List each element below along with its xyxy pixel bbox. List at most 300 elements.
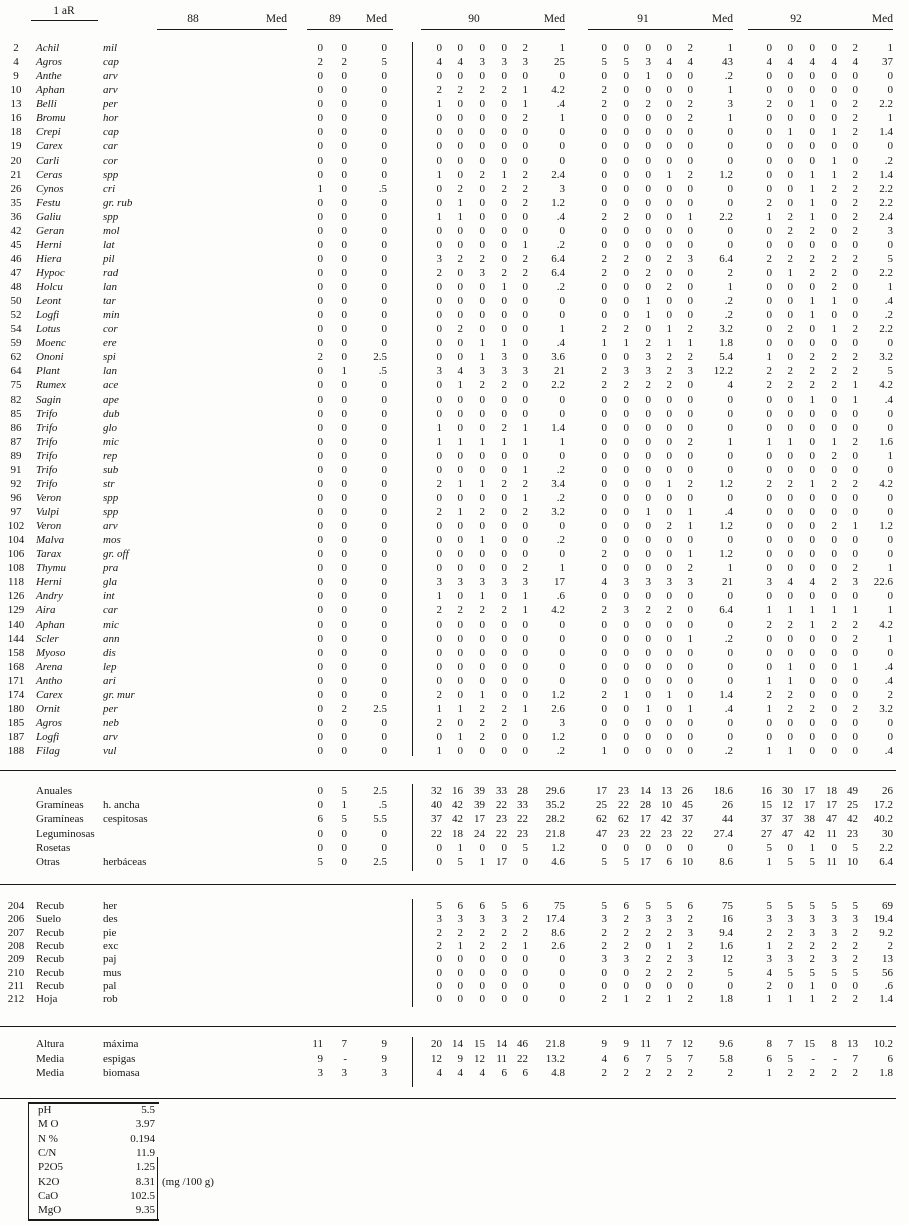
value-cell: 0 <box>479 112 485 125</box>
value-cell: 0 <box>341 337 347 350</box>
value-cell: 0 <box>601 716 607 729</box>
value-cell: 2 <box>831 993 837 1006</box>
value-cell: 0 <box>479 70 485 83</box>
med-value: 1 <box>559 435 565 448</box>
value-cell: 0 <box>501 449 507 462</box>
value-cell: 0 <box>666 196 672 209</box>
value-cell: 0 <box>436 126 442 139</box>
soil-value: 8.31 <box>135 1175 155 1188</box>
species-epithet: ace <box>103 379 119 392</box>
med-value: 5 <box>727 966 733 979</box>
value-cell: 25 <box>847 799 858 812</box>
value-cell: 3 <box>852 913 858 926</box>
value-cell: 0 <box>623 716 629 729</box>
med-value: 0 <box>559 126 565 139</box>
value-cell: 0 <box>787 506 793 518</box>
value-cell: 0 <box>645 618 651 631</box>
med-value: 1.4 <box>879 168 893 181</box>
species-genus: Hiera <box>36 252 62 265</box>
value-cell: 0 <box>687 295 693 308</box>
value-cell: 23 <box>496 813 507 826</box>
med-value: 0 <box>381 421 387 434</box>
value-cell: 0 <box>436 979 442 992</box>
value-cell: 0 <box>479 196 485 209</box>
med-value: 13.2 <box>545 1052 565 1065</box>
value-cell: 3 <box>623 365 629 378</box>
value-cell: 2 <box>645 604 651 617</box>
value-cell: 0 <box>341 393 347 406</box>
value-cell: 2 <box>501 421 507 434</box>
value-cell: 4 <box>852 56 858 69</box>
med-value: 4.2 <box>879 618 893 631</box>
med-value: 0 <box>727 224 733 237</box>
value-cell: 5 <box>666 1052 672 1065</box>
value-cell: 3 <box>766 953 772 966</box>
value-cell: 2 <box>809 702 815 715</box>
value-cell: 0 <box>341 435 347 448</box>
value-cell: 0 <box>317 491 323 504</box>
value-cell: 0 <box>852 590 858 603</box>
species-genus: Trifo <box>36 435 58 448</box>
value-cell: 0 <box>666 506 672 518</box>
value-cell: 0 <box>623 140 629 153</box>
value-cell: 1 <box>766 745 772 757</box>
value-cell: 2 <box>436 84 442 97</box>
value-cell: 0 <box>457 590 463 603</box>
value-cell: 1 <box>457 939 463 952</box>
value-cell: 0 <box>831 979 837 992</box>
species-genus: Achil <box>36 42 60 54</box>
value-cell: 0 <box>457 337 463 350</box>
value-cell: 0 <box>457 993 463 1006</box>
value-cell: 0 <box>623 449 629 462</box>
species-epithet: arv <box>103 520 118 532</box>
value-cell: 1 <box>766 856 772 868</box>
med-value: 0 <box>381 562 387 575</box>
value-cell: 2 <box>687 966 693 979</box>
value-cell: 0 <box>666 562 672 575</box>
med-value: 4.6 <box>551 856 565 868</box>
value-cell: 2 <box>522 252 528 265</box>
value-cell: 0 <box>457 309 463 322</box>
species-genus: Aphan <box>36 618 65 631</box>
value-cell: 12 <box>474 1052 485 1065</box>
species-number: 82 <box>10 393 22 406</box>
value-cell: 0 <box>831 421 837 434</box>
med-value: 37 <box>882 56 893 69</box>
species-genus: Scler <box>36 632 59 645</box>
value-cell: 28 <box>517 785 528 797</box>
med-value: 2.5 <box>373 785 387 797</box>
value-cell: 2 <box>457 182 463 195</box>
value-cell: 1 <box>666 477 672 490</box>
value-cell: 2 <box>831 449 837 462</box>
value-cell: 0 <box>479 323 485 336</box>
value-cell: 0 <box>623 562 629 575</box>
value-cell: 0 <box>601 590 607 603</box>
value-cell: 0 <box>501 745 507 757</box>
value-cell: 3 <box>479 913 485 926</box>
value-cell: 0 <box>522 688 528 701</box>
value-cell: 0 <box>341 421 347 434</box>
value-cell: 2 <box>852 939 858 952</box>
value-cell: 0 <box>645 688 651 701</box>
value-cell: 2 <box>687 913 693 926</box>
value-cell: 3 <box>436 252 442 265</box>
value-cell: 0 <box>687 646 693 659</box>
cover-number: 212 <box>7 993 25 1006</box>
value-cell: 2 <box>501 716 507 729</box>
value-cell: 0 <box>341 576 347 589</box>
value-cell: 3 <box>766 576 772 589</box>
med-value: 0 <box>381 267 387 279</box>
year-label: 88 <box>187 13 199 25</box>
value-cell: 3 <box>809 913 815 926</box>
med-value: 0 <box>381 716 387 729</box>
med-value: 0 <box>381 827 387 840</box>
med-value: 3.2 <box>879 351 893 364</box>
value-cell: 1 <box>457 435 463 448</box>
value-cell: 0 <box>687 224 693 237</box>
value-cell: 1 <box>787 126 793 139</box>
value-cell: 0 <box>809 323 815 336</box>
med-value: 1 <box>727 435 733 448</box>
value-cell: 2 <box>601 688 607 701</box>
year-underline <box>421 29 565 30</box>
soil-label: N % <box>38 1132 58 1145</box>
value-cell: 42 <box>661 813 672 826</box>
value-cell: 3 <box>501 576 507 589</box>
value-cell: 1 <box>766 351 772 364</box>
med-value: 35.2 <box>545 799 565 812</box>
value-cell: 0 <box>809 126 815 139</box>
value-cell: 0 <box>787 70 793 83</box>
value-cell: 2 <box>666 926 672 939</box>
value-cell: 0 <box>809 140 815 153</box>
value-cell: 0 <box>645 196 651 209</box>
value-cell: 0 <box>766 407 772 420</box>
value-cell: 4 <box>831 56 837 69</box>
med-value: 0 <box>381 590 387 603</box>
med-value: .6 <box>556 590 565 603</box>
species-epithet: dis <box>103 646 116 659</box>
med-value: 0 <box>887 140 893 153</box>
value-cell: 37 <box>761 813 772 826</box>
value-cell: 2 <box>852 435 858 448</box>
species-number: 2 <box>13 42 19 54</box>
value-cell: 1 <box>852 379 858 392</box>
med-value: 0 <box>381 126 387 139</box>
value-cell: 0 <box>479 562 485 575</box>
value-cell: 0 <box>436 660 442 673</box>
value-cell: 0 <box>317 646 323 659</box>
value-cell: 1 <box>522 939 528 952</box>
value-cell: 2 <box>479 379 485 392</box>
value-cell: 0 <box>479 98 485 111</box>
value-cell: 1 <box>831 126 837 139</box>
height-label: Altura <box>36 1038 65 1050</box>
med-value: 9.2 <box>879 926 893 939</box>
value-cell: 0 <box>831 98 837 111</box>
soil-value: 5.5 <box>141 1104 155 1116</box>
species-epithet: int <box>103 590 115 603</box>
value-cell: 1 <box>479 435 485 448</box>
value-cell: 2 <box>787 939 793 952</box>
med-value: 5.5 <box>373 813 387 826</box>
value-cell: 0 <box>623 309 629 322</box>
value-cell: 0 <box>623 196 629 209</box>
value-cell: 2 <box>809 252 815 265</box>
value-cell: 2 <box>766 379 772 392</box>
value-cell: 0 <box>479 660 485 673</box>
value-cell: 3 <box>479 365 485 378</box>
value-cell: 2 <box>522 182 528 195</box>
year-group-divider <box>412 899 413 1007</box>
value-cell: 0 <box>522 126 528 139</box>
section-divider <box>0 770 896 771</box>
value-cell: 0 <box>766 463 772 476</box>
value-cell: 0 <box>436 449 442 462</box>
med-value: 2.2 <box>879 267 893 279</box>
value-cell: 0 <box>341 323 347 336</box>
value-cell: 17 <box>640 856 651 868</box>
value-cell: 0 <box>687 281 693 293</box>
value-cell: 0 <box>787 632 793 645</box>
value-cell: 2 <box>457 252 463 265</box>
med-value: .5 <box>378 365 387 378</box>
value-cell: 0 <box>317 365 323 378</box>
value-cell: 0 <box>457 491 463 504</box>
value-cell: 0 <box>341 841 347 854</box>
value-cell: 0 <box>623 491 629 504</box>
value-cell: 1 <box>766 674 772 687</box>
value-cell: 0 <box>666 548 672 561</box>
med-value: 1 <box>727 42 733 54</box>
value-cell: 2 <box>852 365 858 378</box>
med-value: 3 <box>559 182 565 195</box>
value-cell: 0 <box>645 939 651 952</box>
value-cell: 0 <box>522 674 528 687</box>
value-cell: 0 <box>501 491 507 504</box>
value-cell: 2 <box>601 267 607 279</box>
value-cell: 0 <box>787 646 793 659</box>
value-cell: 1 <box>766 939 772 952</box>
value-cell: 1 <box>479 337 485 350</box>
value-cell: 0 <box>522 520 528 532</box>
value-cell: 1 <box>457 506 463 518</box>
value-cell: 0 <box>601 520 607 532</box>
species-genus: Carex <box>36 140 63 153</box>
value-cell: 2 <box>831 379 837 392</box>
value-cell: 2 <box>623 939 629 952</box>
value-cell: 0 <box>645 421 651 434</box>
med-value: 0 <box>381 210 387 223</box>
value-cell: 2 <box>522 112 528 125</box>
med-value: .4 <box>884 674 893 687</box>
value-cell: 1 <box>645 70 651 83</box>
value-cell: 5 <box>601 856 607 868</box>
species-epithet: cor <box>103 323 118 336</box>
med-value: 0 <box>559 70 565 83</box>
value-cell: 0 <box>831 660 837 673</box>
med-value: 0 <box>559 632 565 645</box>
value-cell: 0 <box>809 112 815 125</box>
value-cell: 27 <box>761 827 772 840</box>
med-value: 1.4 <box>879 993 893 1006</box>
value-cell: 0 <box>787 534 793 547</box>
value-cell: 3 <box>645 576 651 589</box>
species-epithet: rad <box>103 267 119 279</box>
value-cell: 2 <box>831 365 837 378</box>
value-cell: 0 <box>601 295 607 308</box>
value-cell: 0 <box>787 351 793 364</box>
value-cell: 0 <box>341 224 347 237</box>
species-genus: Cynos <box>36 182 64 195</box>
species-genus: Herni <box>36 576 62 589</box>
value-cell: 2 <box>787 252 793 265</box>
value-cell: 0 <box>687 379 693 392</box>
value-cell: 0 <box>436 534 442 547</box>
species-genus: Ornit <box>36 702 60 715</box>
value-cell: 0 <box>831 590 837 603</box>
med-value: 0 <box>727 421 733 434</box>
value-cell: 0 <box>787 295 793 308</box>
value-cell: 10 <box>682 856 693 868</box>
value-cell: 0 <box>317 224 323 237</box>
med-value: 4.2 <box>879 379 893 392</box>
value-cell: 0 <box>601 646 607 659</box>
species-genus: Myoso <box>36 646 66 659</box>
species-genus: Rumex <box>36 379 66 392</box>
value-cell: 0 <box>787 491 793 504</box>
value-cell: 0 <box>831 674 837 687</box>
value-cell: 1 <box>341 365 347 378</box>
med-value: 2.5 <box>373 856 387 868</box>
value-cell: 1 <box>479 688 485 701</box>
med-value: 3.2 <box>551 506 565 518</box>
med-value: 0 <box>727 449 733 462</box>
value-cell: 0 <box>341 688 347 701</box>
value-cell: 2 <box>645 966 651 979</box>
value-cell: 0 <box>501 407 507 420</box>
value-cell: 0 <box>645 449 651 462</box>
section-divider <box>0 884 896 885</box>
value-cell: 0 <box>687 590 693 603</box>
med-value: 1.4 <box>551 421 565 434</box>
value-cell: 0 <box>809 407 815 420</box>
value-cell: 0 <box>623 126 629 139</box>
med-value: 8.6 <box>719 856 733 868</box>
value-cell: 0 <box>766 309 772 322</box>
value-cell: 0 <box>601 841 607 854</box>
med-value: .2 <box>556 534 565 547</box>
value-cell: 2 <box>787 702 793 715</box>
value-cell: 0 <box>831 716 837 729</box>
med-value: 0 <box>727 463 733 476</box>
value-cell: 0 <box>766 421 772 434</box>
med-value: 0 <box>381 42 387 54</box>
value-cell: 0 <box>317 84 323 97</box>
med-value: 5.4 <box>719 351 733 364</box>
value-cell: 1 <box>852 660 858 673</box>
species-number: 50 <box>10 295 22 308</box>
value-cell: 2 <box>601 84 607 97</box>
value-cell: 1 <box>436 590 442 603</box>
value-cell: 0 <box>501 632 507 645</box>
value-cell: 1 <box>831 154 837 167</box>
value-cell: 1 <box>852 604 858 617</box>
value-cell: 0 <box>687 674 693 687</box>
med-value: 1 <box>887 281 893 293</box>
value-cell: 1 <box>457 702 463 715</box>
value-cell: 0 <box>341 449 347 462</box>
value-cell: 0 <box>317 576 323 589</box>
year-label: 89 <box>329 13 341 25</box>
value-cell: 1 <box>501 435 507 448</box>
value-cell: 0 <box>317 407 323 420</box>
value-cell: 3 <box>687 576 693 589</box>
value-cell: 0 <box>436 463 442 476</box>
value-cell: 0 <box>623 98 629 111</box>
med-value: 0 <box>559 993 565 1006</box>
value-cell: 2 <box>852 126 858 139</box>
value-cell: 0 <box>522 210 528 223</box>
value-cell: 0 <box>831 534 837 547</box>
species-genus: Geran <box>36 224 65 237</box>
value-cell: 1 <box>809 98 815 111</box>
value-cell: 0 <box>601 42 607 54</box>
height-sublabel: espigas <box>103 1052 136 1065</box>
med-value: 1 <box>887 562 893 575</box>
value-cell: 0 <box>852 674 858 687</box>
value-cell: 0 <box>479 154 485 167</box>
value-cell: 0 <box>623 520 629 532</box>
value-cell: 2 <box>522 42 528 54</box>
value-cell: 0 <box>341 168 347 181</box>
med-value: 0 <box>727 674 733 687</box>
value-cell: 0 <box>317 281 323 293</box>
species-number: 46 <box>10 252 22 265</box>
value-cell: 0 <box>809 463 815 476</box>
med-value: 18.6 <box>713 785 733 797</box>
value-cell: 0 <box>601 126 607 139</box>
value-cell: 0 <box>436 323 442 336</box>
species-epithet: dub <box>103 407 120 420</box>
value-cell: 0 <box>436 562 442 575</box>
species-genus: Arena <box>36 660 63 673</box>
value-cell: 0 <box>479 548 485 561</box>
value-cell: 14 <box>452 1038 463 1050</box>
value-cell: 0 <box>501 42 507 54</box>
value-cell: 0 <box>479 421 485 434</box>
value-cell: 6 <box>317 813 323 826</box>
species-number: 97 <box>10 506 22 518</box>
species-epithet: lan <box>103 281 118 293</box>
med-label: Med <box>265 13 287 25</box>
value-cell: 0 <box>787 112 793 125</box>
value-cell: 1 <box>457 379 463 392</box>
value-cell: 0 <box>787 238 793 251</box>
value-cell: 2 <box>831 182 837 195</box>
value-cell: 0 <box>645 84 651 97</box>
value-cell: 6 <box>479 900 485 912</box>
value-cell: 2 <box>831 252 837 265</box>
value-cell: 0 <box>317 252 323 265</box>
med-value: 2.2 <box>879 196 893 209</box>
soil-value: 11.9 <box>136 1146 155 1159</box>
value-cell: 5 <box>809 900 815 912</box>
med-value: 1 <box>727 84 733 97</box>
